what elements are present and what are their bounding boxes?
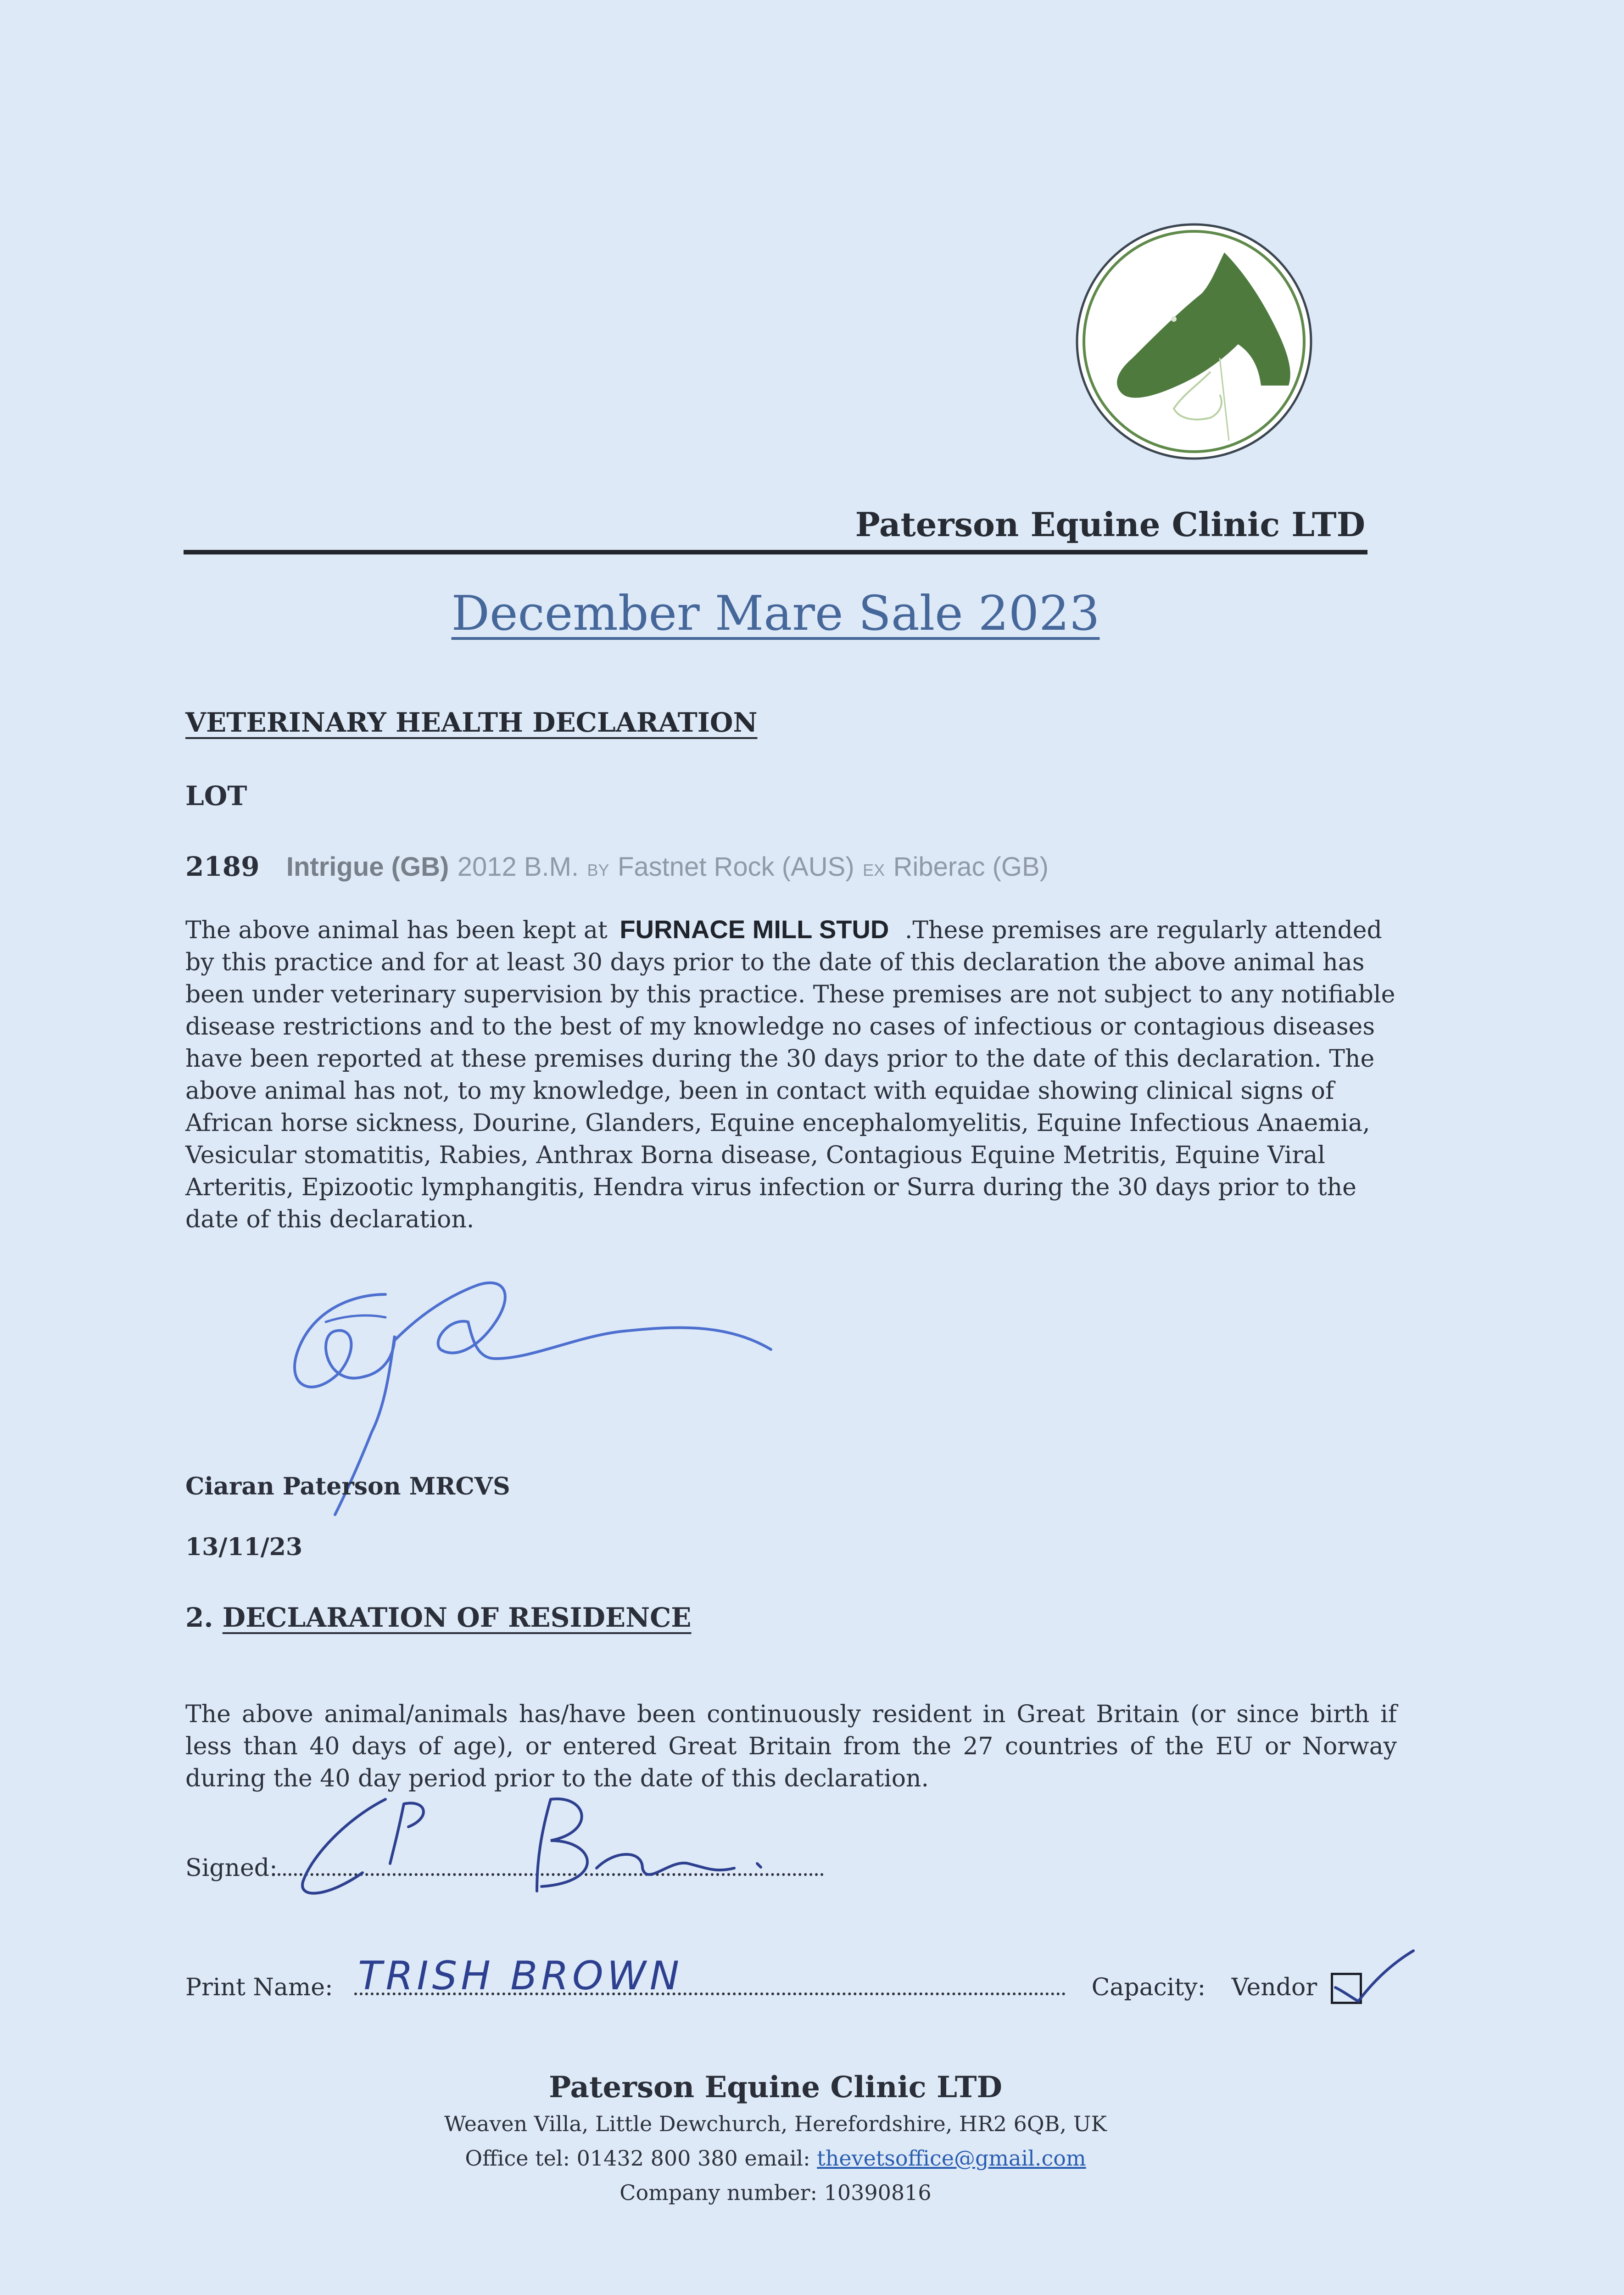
office-tel: Office tel: 01432 800 380 email: — [465, 2146, 810, 2171]
print-name-row — [185, 1974, 1317, 2001]
lot-number: 2189 — [185, 851, 260, 882]
sire-name: Fastnet Rock (AUS) — [618, 852, 854, 882]
ex-label: EX — [863, 861, 885, 879]
clinic-name-header: Paterson Equine Clinic LTD — [855, 505, 1365, 544]
print-name-label: Print Name: — [185, 1974, 333, 2001]
residence-heading-text: DECLARATION OF RESIDENCE — [222, 1602, 692, 1633]
vet-signer-name: Ciaran Paterson MRCVS — [185, 1472, 510, 1500]
by-label: BY — [587, 861, 609, 879]
horse-name: Intrigue (GB) — [286, 852, 449, 882]
vendor-signature — [294, 1790, 798, 1909]
footer-contact — [0, 2146, 1551, 2171]
sale-title: December Mare Sale 2023 — [451, 585, 1100, 641]
lot-label: LOT — [185, 780, 247, 812]
dam-name: Riberac (GB) — [893, 852, 1049, 882]
health-declaration-text — [185, 913, 1397, 1236]
capacity-value: Vendor — [1231, 1974, 1317, 2001]
premises-name: FURNACE MILL STUD — [619, 915, 889, 944]
capacity-label: Capacity: — [1091, 1974, 1206, 2001]
header-divider — [184, 550, 1367, 554]
company-number: Company number: 10390816 — [619, 2180, 932, 2205]
declaration-text-start: The above animal has been kept at — [185, 917, 608, 944]
signed-label: Signed: — [185, 1854, 278, 1882]
email-link[interactable]: thevetsoffice@gmail.com — [817, 2146, 1086, 2171]
horse-detail: 2012 B.M. — [457, 852, 579, 882]
health-declaration-heading: VETERINARY HEALTH DECLARATION — [185, 707, 758, 738]
vet-signature — [257, 1267, 899, 1542]
residence-heading — [185, 1602, 691, 1633]
checkmark-icon — [1331, 1946, 1423, 2010]
print-name-value: TRISH BROWN — [358, 1953, 683, 1999]
declaration-date: 13/11/23 — [185, 1533, 303, 1561]
declaration-text-rest: .These premises are regularly attended by this practice and for at least 30 days prior to the date of this declaration the above animal has been under veterinary supervision by this practice. These premises are not subject to any notifiable disease restrictions and to the best of my knowledge no cases of infectious or contagious diseases have been reported at these premises during the 30 days prior to the date of this declaration. The above animal has not, to my knowledge, been in contact with equidae showing clinical signs of African horse sickness, Dourine, Glanders, Equine encephalomyelitis, Equine Infectious Anaemia, Vesicular stomatitis, Rabies, Anthrax Borna disease, Contagious Equine Metritis, Equine Viral Arteritis, Epizootic lymphangitis, Hendra virus infection or Surra during the 30 days prior to the date of this declaration. — [185, 917, 1395, 1233]
footer-clinic-name: Paterson Equine Clinic LTD — [549, 2070, 1002, 2105]
residence-number: 2. — [185, 1602, 213, 1633]
horse-head-icon — [1073, 220, 1315, 463]
residence-text: The above animal/animals has/have been continuously resident in Great Britain (or since birth if less than 40 days of age), or entered Great Britain from the 27 countries of the EU or Norway during the 40 day period prior to the date of this declaration. — [185, 1701, 1397, 1792]
lot-line — [185, 851, 1049, 882]
footer-address: Weaven Villa, Little Dewchurch, Herefordshire, HR2 6QB, UK — [444, 2111, 1107, 2136]
